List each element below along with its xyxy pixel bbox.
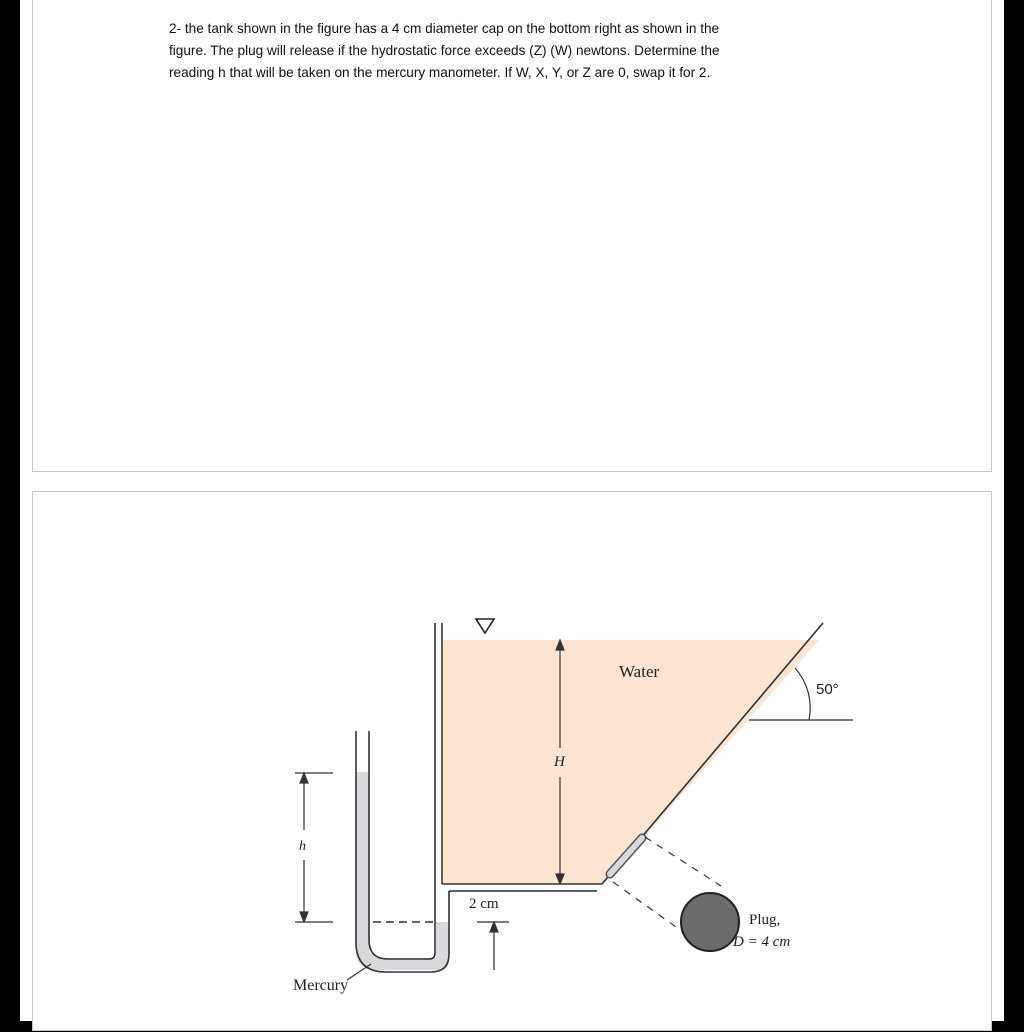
plug-circle	[681, 893, 739, 951]
plug-label-line1: Plug,	[749, 912, 781, 928]
problem-line-1: 2- the tank shown in the figure has a 4 cm diameter cap on the bottom right as shown in the	[169, 21, 720, 36]
offset-label: 2 cm	[469, 896, 499, 912]
figure-box	[32, 491, 992, 1031]
mercury-leader-line	[347, 964, 371, 980]
free-surface-symbol	[476, 619, 494, 633]
water-label: Water	[619, 662, 660, 681]
problem-line-3: reading h that will be taken on the mercury manometer. If W, X, Y, or Z are 0, swap it for 2.	[169, 65, 711, 80]
problem-statement	[169, 18, 869, 84]
h-label: h	[299, 839, 306, 854]
mercury-left-column	[356, 772, 369, 952]
H-label: H	[554, 754, 565, 770]
plug-label-line2: D = 4 cm	[733, 934, 791, 950]
problem-line-2: figure. The plug will release if the hydrostatic force exceeds (Z) (W) newtons. Determine the	[169, 43, 720, 58]
offset-dimension	[477, 922, 509, 970]
tank-manometer-figure	[33, 492, 993, 1032]
mercury-label: Mercury	[293, 977, 349, 994]
document-page	[20, 0, 1004, 1021]
problem-text-box	[32, 0, 992, 472]
angle-label: 50°	[816, 681, 839, 698]
